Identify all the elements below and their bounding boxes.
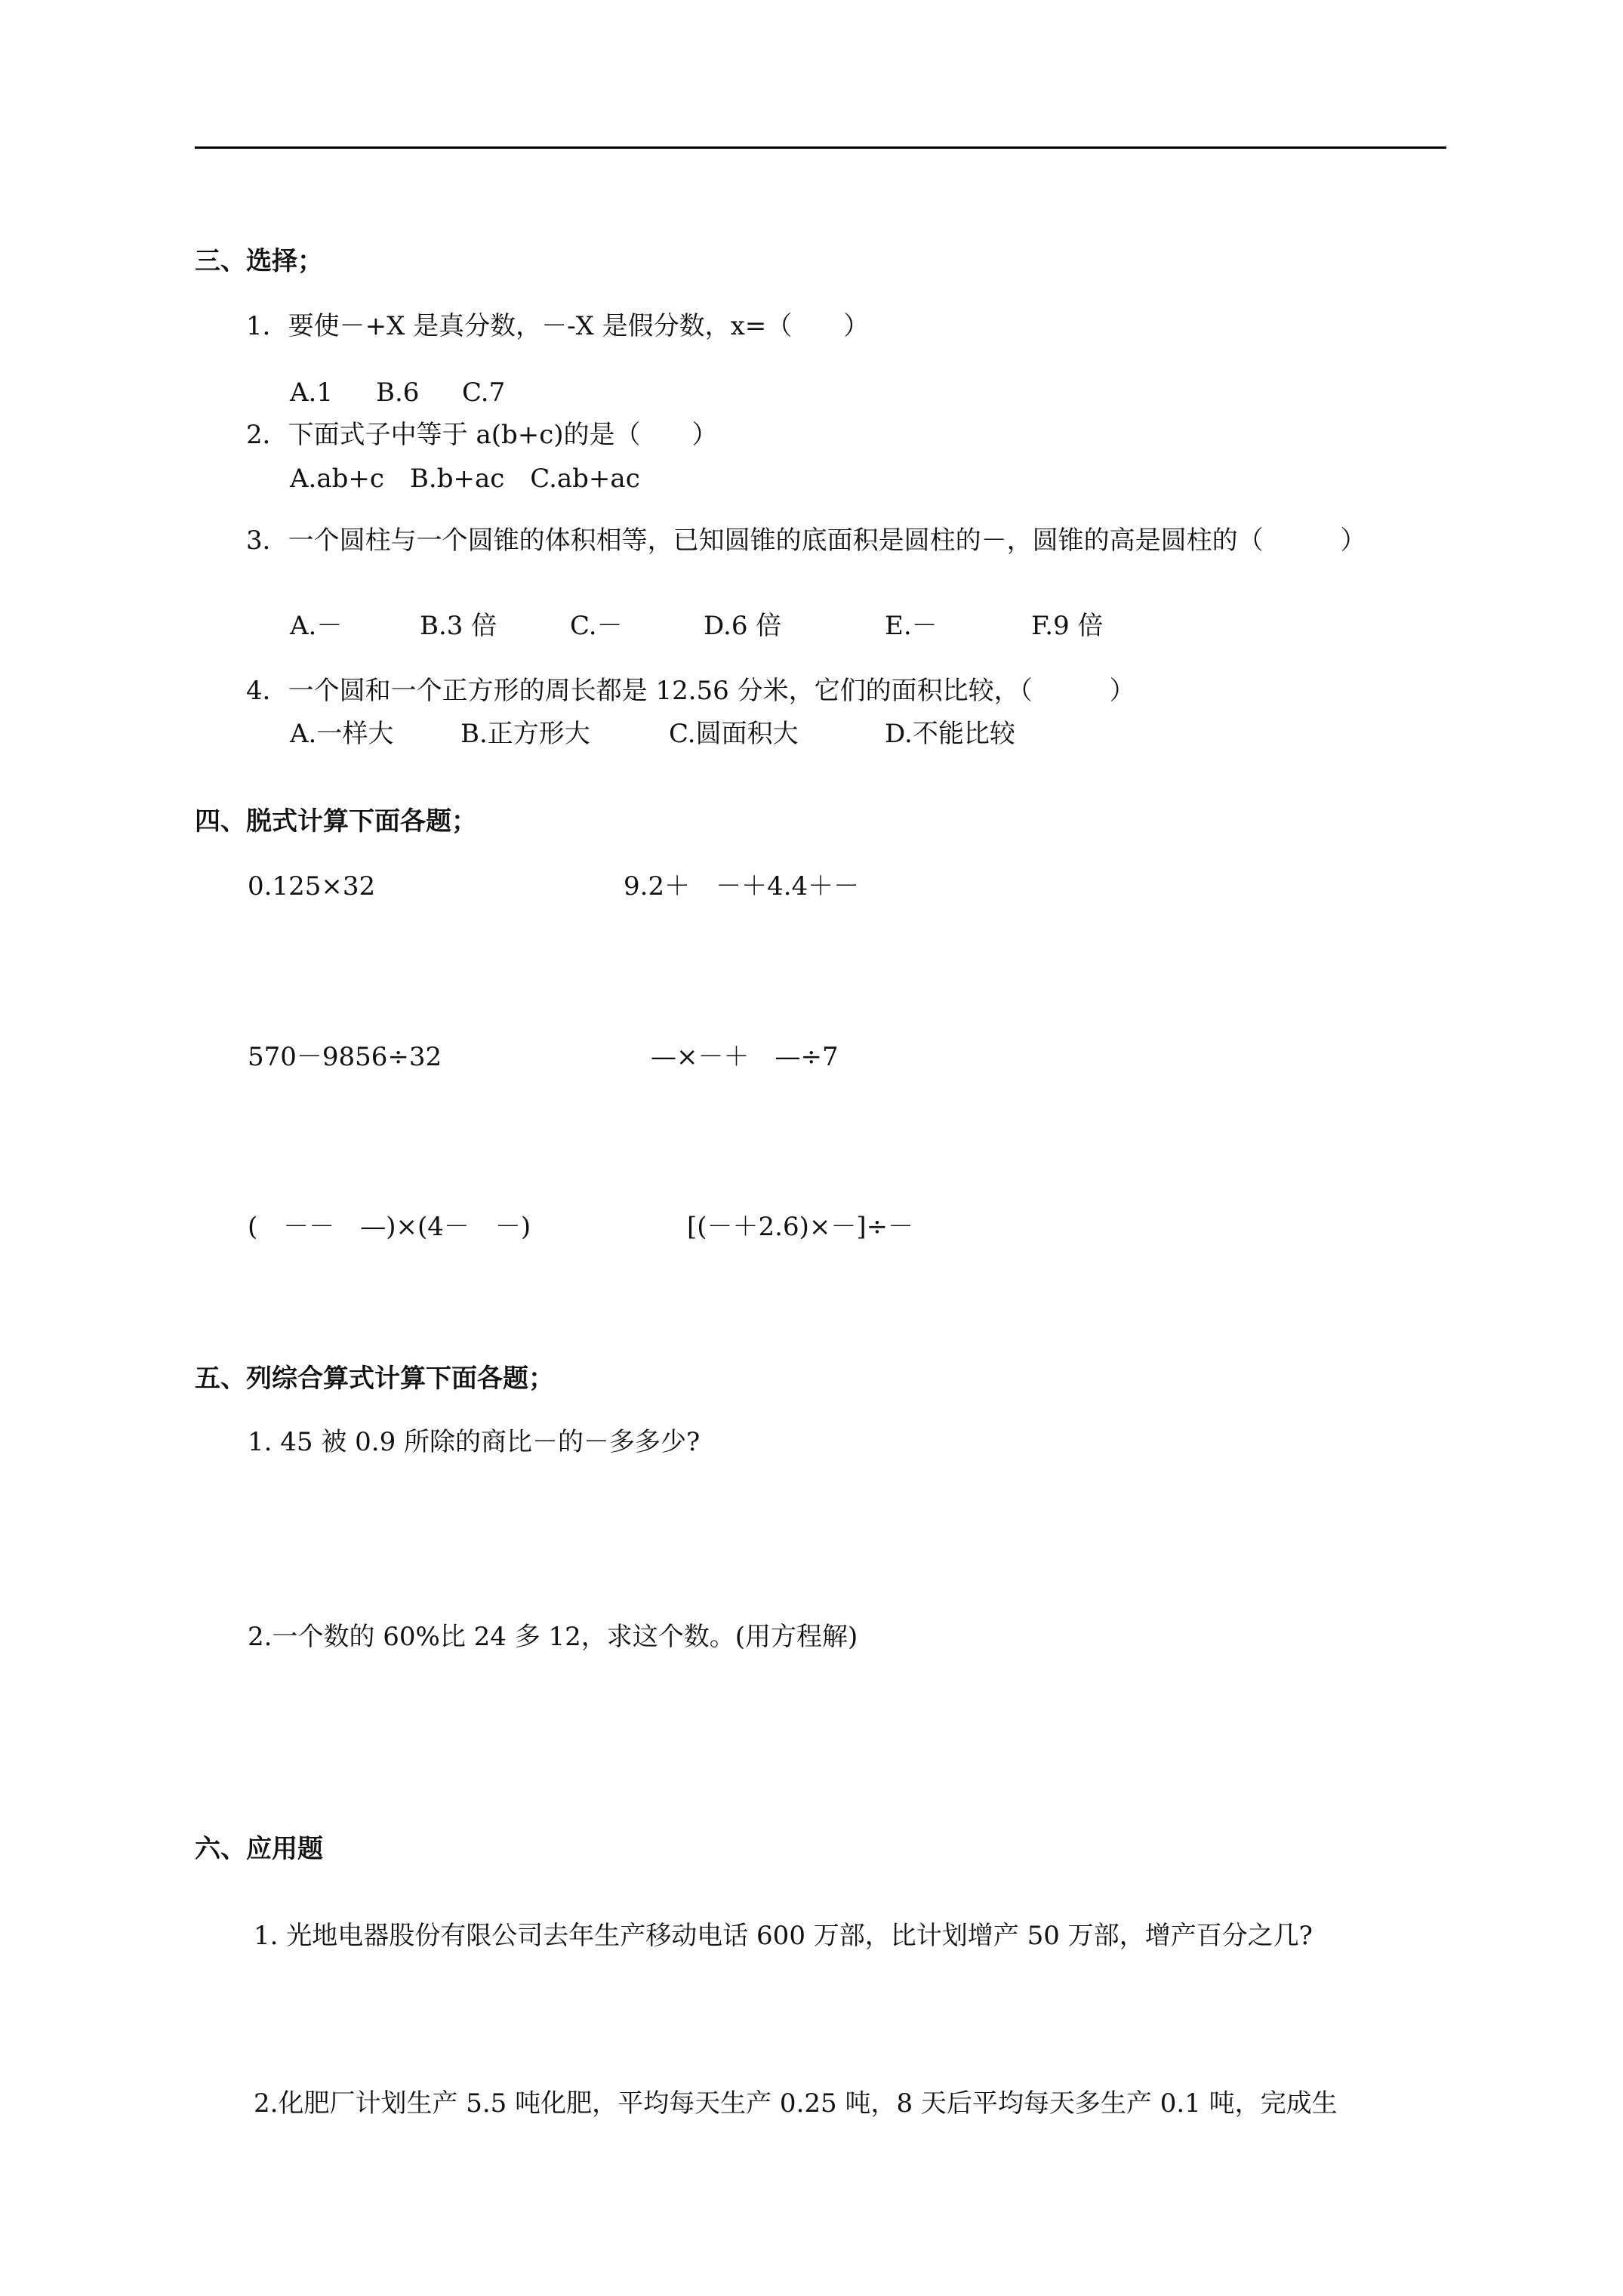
- word-problem-5-2: 2.一个数的 60%比 24 多 12，求这个数。(用方程解): [248, 1622, 858, 1652]
- section-5-heading: 五、列综合算式计算下面各题；: [195, 1364, 554, 1394]
- section-3-heading: 三、选择；: [195, 246, 323, 276]
- q3-2-options: A.ab+c B.b+ac C.ab+ac: [290, 464, 640, 494]
- word-problem-5-1: 1. 45 被 0.9 所除的商比－的－多多少?: [248, 1427, 701, 1457]
- calc-problem-6: [(－＋2.6)×－]÷－: [687, 1212, 914, 1242]
- calc-problem-2: 9.2＋ －＋4.4＋－: [624, 871, 860, 901]
- section-4-heading: 四、脱式计算下面各题；: [195, 806, 477, 837]
- question-3-4: 4．一个圆和一个正方形的周长都是 12.56 分米，它们的面积比较，（ ）: [246, 676, 1135, 706]
- q3-3-option-e: E.－: [885, 611, 938, 641]
- q3-1-option-c: C.7: [462, 378, 506, 408]
- q3-4-option-c: C.圆面积大: [669, 719, 799, 749]
- question-3-1: 1．要使－+X 是真分数，－-X 是假分数，x=（ ）: [246, 311, 870, 341]
- calc-problem-4: —×－＋ —÷7: [651, 1042, 839, 1072]
- q3-3-option-a: A.－: [290, 611, 343, 641]
- q3-1-option-b: B.6: [376, 378, 420, 408]
- q3-4-option-d: D.不能比较: [885, 719, 1015, 749]
- application-problem-1: 1. 光地电器股份有限公司去年生产移动电话 600 万部，比计划增产 50 万部，增产百分之几?: [254, 1921, 1313, 1951]
- calc-problem-5: ( －－ —)×(4－ －): [248, 1212, 531, 1242]
- header-rule: [195, 146, 1446, 149]
- calc-problem-3: 570－9856÷32: [248, 1042, 442, 1072]
- q3-3-option-f: F.9 倍: [1031, 611, 1104, 641]
- question-3-3: 3．一个圆柱与一个圆锥的体积相等，已知圆锥的底面积是圆柱的－，圆锥的高是圆柱的（ ）: [246, 525, 1366, 556]
- calc-problem-1: 0.125×32: [248, 871, 376, 901]
- q3-3-option-c: C.－: [570, 611, 623, 641]
- application-problem-2: 2.化肥厂计划生产 5.5 吨化肥，平均每天生产 0.25 吨，8 天后平均每天多生产 0.1 吨，完成生: [254, 2088, 1338, 2119]
- q3-4-option-b: B.正方形大: [460, 719, 590, 749]
- question-3-2: 2．下面式子中等于 a(b+c)的是（ ）: [246, 420, 718, 450]
- q3-1-option-a: A.1: [290, 378, 333, 408]
- q3-4-option-a: A.一样大: [290, 719, 394, 749]
- section-6-heading: 六、应用题: [195, 1834, 323, 1864]
- q3-3-option-b: B.3 倍: [420, 611, 497, 641]
- q3-3-option-d: D.6 倍: [704, 611, 782, 641]
